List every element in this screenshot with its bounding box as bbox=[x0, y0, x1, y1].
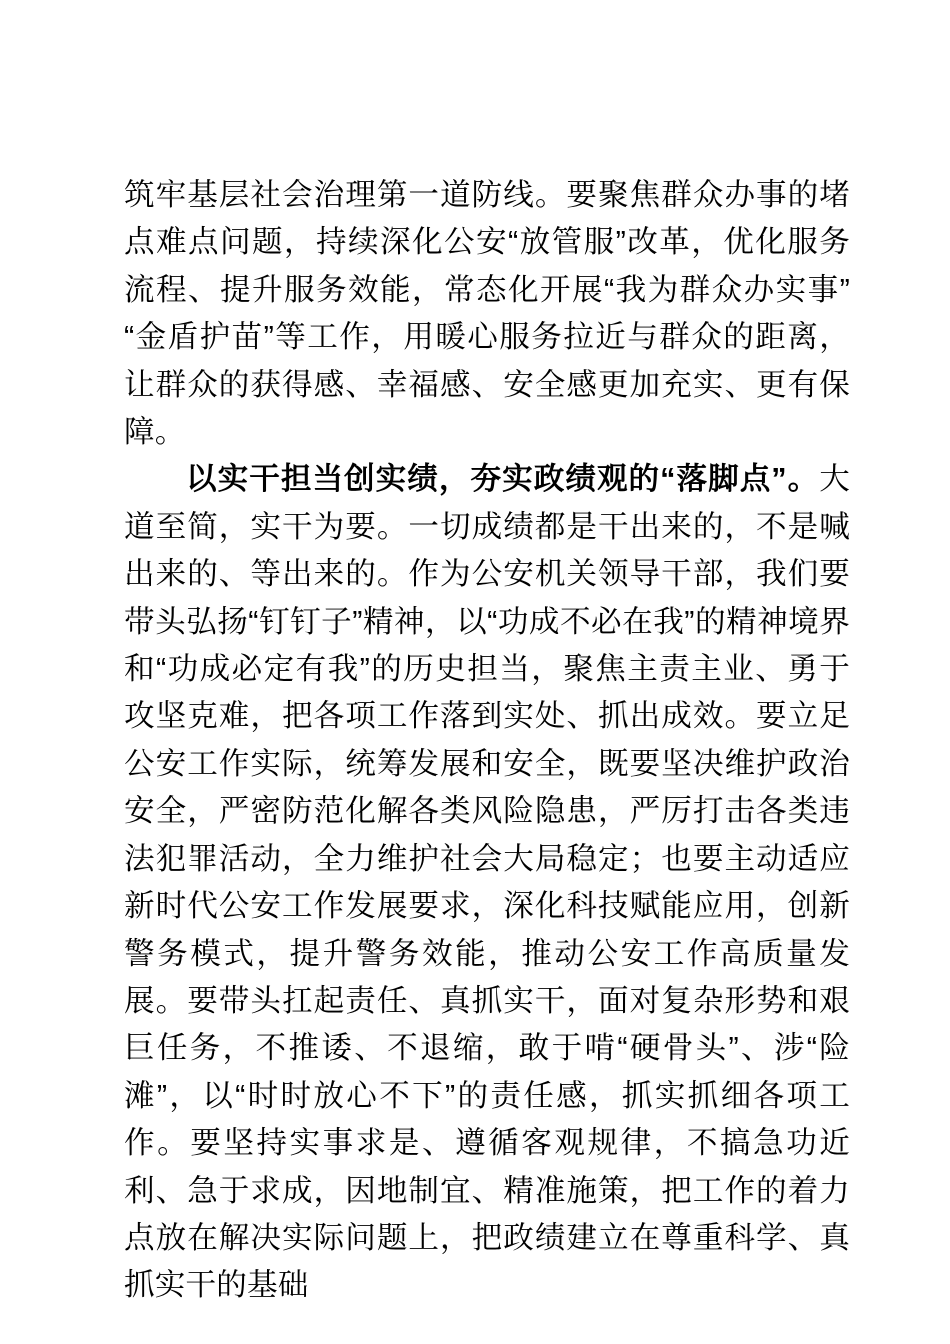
document-text-body bbox=[124, 172, 850, 1310]
paragraph-2-bold-heading-run: 以实干担当创实绩，夯实政绩观的“落脚点”。 bbox=[186, 462, 820, 497]
paragraph-2 bbox=[124, 456, 850, 1309]
paragraph-2-body-run: 大道至简，实干为要。一切成绩都是干出来的，不是喊出来的、等出来的。作为公安机关领导干部，我们要带头弘扬“钉钉子”精神，以“功成不必在我”的精神境界和“功成必定有我”的历史担当，聚焦主责主业、勇于攻坚克难，把各项工作落到实处、抓出成效。要立足公安工作实际，统筹发展和安全，既要坚决维护政治安全，严密防范化解各类风险隐患，严厉打击各类违法犯罪活动，全力维护社会大局稳定；也要主动适应新时代公安工作发展要求，深化科技赋能应用，创新警务模式，提升警务效能，推动公安工作高质量发展。要带头扛起责任、真抓实干，面对复杂形势和艰巨任务，不推诿、不退缩，敢于啃“硬骨头”、涉“险滩”，以“时时放心不下”的责任感，抓实抓细各项工作。要坚持实事求是、遵循客观规律，不搞急功近利、急于求成，因地制宜、精准施策，把工作的着力点放在解决实际问题上，把政绩建立在尊重科学、真抓实干的基础 bbox=[124, 462, 850, 1303]
paragraph-1 bbox=[124, 172, 850, 456]
paragraph-1-run-1: 筑牢基层社会治理第一道防线。要聚焦群众办事的堵点难点问题，持续深化公安“放管服”改革，优化服务流程、提升服务效能，常态化开展“我为群众办实事”“金盾护苗”等工作，用暖心服务拉近与群众的距离，让群众的获得感、幸福感、安全感更加充实、更有保障。 bbox=[124, 178, 850, 450]
